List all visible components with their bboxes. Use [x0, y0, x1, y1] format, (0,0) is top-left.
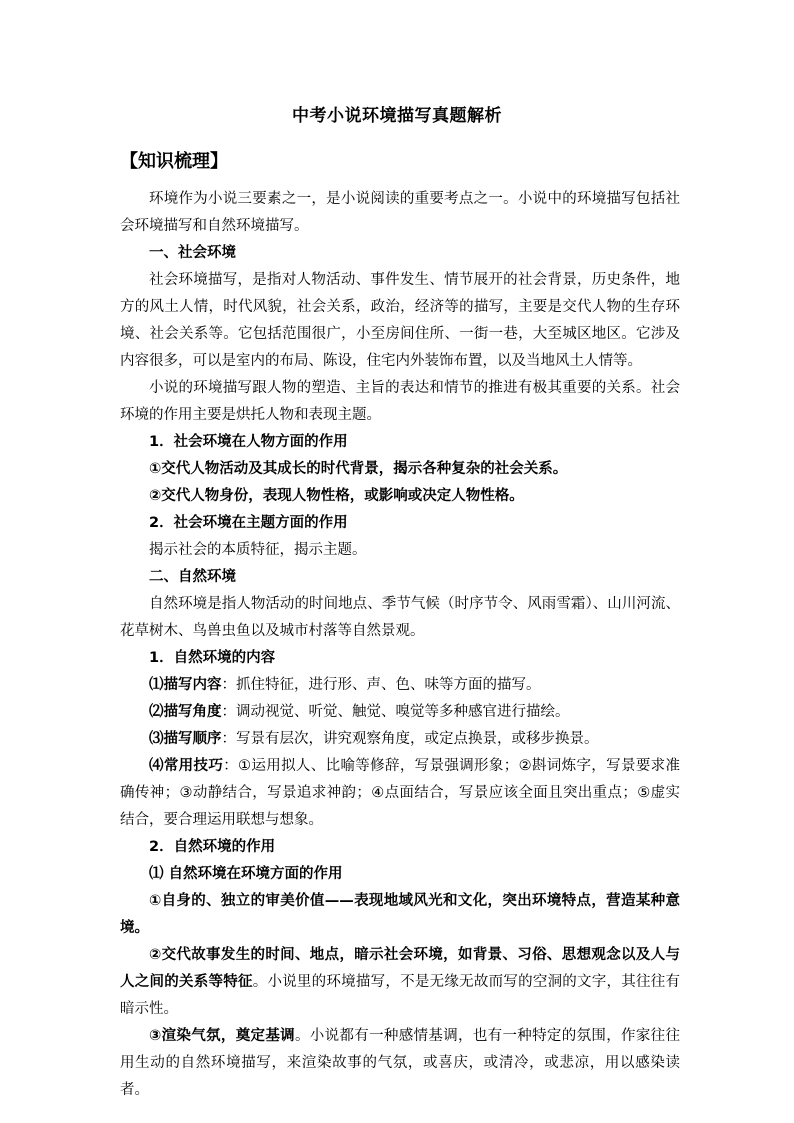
social-heading: 一、社会环境 — [149, 245, 236, 261]
social-item-2: ②交代人物身份，表现人物性格，或影响或决定人物性格。 — [149, 488, 524, 504]
natural-item-3-label: ⑶描写顺序 — [149, 731, 222, 747]
natural-item-4-text: ：①运用拟人、比喻等修辞，写景强调形象；②斟词炼字，写景要求准确传神；③动静结合，写景追求神韵；④点面结合，写景应该全面且突出重点；⑤虚实结合，要合理运用联想与想象。 — [120, 758, 680, 828]
natural-item-1-text: ：抓住特征，进行形、声、色、味等方面的描写。 — [221, 677, 541, 693]
social-subheading-1: 1．社会环境在人物方面的作用 — [149, 434, 348, 450]
natural-function-2-text: 。小说里的环境描写，不是无缘无故而写的空洞的文字，其往往有暗示性。 — [120, 974, 681, 1017]
natural-item-3-text: ：写景有层次，讲究观察角度，或定点换景，或移步换景。 — [221, 731, 599, 747]
natural-item-2 — [120, 699, 680, 726]
natural-item-4 — [120, 753, 680, 834]
body-text — [120, 186, 680, 1104]
social-item-1: ①交代人物活动及其成长的时代背景，揭示各种复杂的社会关系。 — [149, 461, 568, 477]
natural-function-2-bold: ②交代故事发生的时间、地点，暗示社会环境，如背景、习俗、思想观念以及人与人之间的关系等特征 — [120, 947, 680, 990]
social-subheading-2: 2．社会环境在主题方面的作用 — [149, 515, 348, 531]
natural-paragraph-1: 自然环境是指人物活动的时间地点、季节气候（时序节令、风雨雪霜）、山川河流、花草树木、鸟兽虫鱼以及城市村落等自然景观。 — [120, 596, 680, 639]
page-title: 中考小说环境描写真题解析 — [292, 106, 502, 126]
natural-subheading-1: 1．自然环境的内容 — [149, 650, 276, 666]
natural-function-2 — [120, 942, 680, 1023]
natural-function-3-text: 。小说都有一种感情基调，也有一种特定的氛围，作家往往用生动的自然环境描写，来渲染故事的气氛，或喜庆，或清冷，或悲凉，用以感染读者。 — [120, 1028, 680, 1098]
natural-item-4-label: ⑷常用技巧 — [149, 758, 224, 774]
natural-function-3-bold: ③渲染气氛，奠定基调 — [149, 1028, 295, 1044]
natural-item-3 — [120, 726, 680, 753]
natural-function-3 — [120, 1023, 680, 1104]
section-heading: 【知识梳理】 — [120, 151, 228, 172]
natural-item-2-label: ⑵描写角度 — [149, 704, 222, 720]
natural-subheading-2: 2．自然环境的作用 — [149, 839, 276, 855]
social-paragraph-1: 社会环境描写，是指对人物活动、事件发生、情节展开的社会背景，历史条件，地方的风土人情，时代风貌，社会关系，政治，经济等的描写，主要是交代人物的生存环境、社会关系等。它包括范围很广，小至房间住所、一街一巷，大至城区地区。它涉及内容很多，可以是室内的布局、陈设，住宅内外装饰布置，以及当地风土人情等。 — [120, 272, 680, 369]
social-subtext-2: 揭示社会的本质特征，揭示主题。 — [149, 542, 367, 558]
natural-item-1-label: ⑴描写内容 — [149, 677, 222, 693]
intro-paragraph: 环境作为小说三要素之一，是小说阅读的重要考点之一。小说中的环境描写包括社会环境描写和自然环境描写。 — [120, 191, 680, 234]
natural-item-2-text: ：调动视觉、听觉、触觉、嗅觉等多种感官进行描绘。 — [221, 704, 570, 720]
natural-heading: 二、自然环境 — [149, 569, 236, 585]
natural-function-1: ①自身的、独立的审美价值——表现地域风光和文化，突出环境特点，营造某种意境。 — [120, 893, 680, 936]
social-paragraph-2: 小说的环境描写跟人物的塑造、主旨的表达和情节的推进有极其重要的关系。社会环境的作用主要是烘托人物和表现主题。 — [120, 380, 680, 423]
natural-subheading-2-1: ⑴ 自然环境在环境方面的作用 — [149, 866, 343, 882]
natural-item-1 — [120, 672, 680, 699]
